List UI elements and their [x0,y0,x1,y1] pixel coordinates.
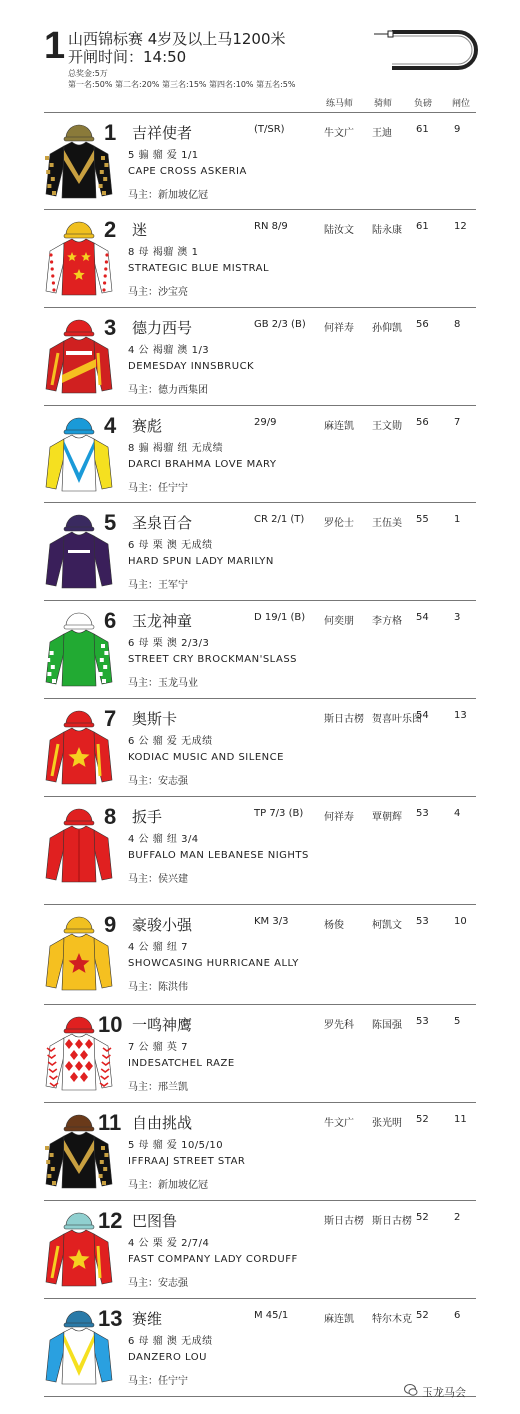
trainer-name: 麻连凯 [324,1314,354,1325]
trainer-name: 何祥寿 [324,812,354,823]
horse-owner: 马主：新加坡亿冠 [128,1180,208,1191]
trainer-name: 斯日古楞 [324,714,364,725]
trainer-name: 杨俊 [324,920,344,931]
horse-pedigree: HARD SPUN LADY MARILYN [128,556,274,567]
trainer-name: 陆汝文 [324,225,354,236]
horse-owner: 马主：任宁宁 [128,1376,188,1387]
jockey-name: 王文勋 [372,421,402,432]
carried-weight: 53 [416,808,429,819]
jockey-name: 张光明 [372,1118,402,1129]
runner-row [44,700,480,798]
barrier-gate: 7 [454,417,461,428]
runner-number: 6 [104,608,117,633]
carried-weight: 53 [416,1016,429,1027]
horse-form: GB 2/3 (B) [254,319,306,330]
horse-details: 4 公 栗 爱 2/7/4 [128,1238,210,1249]
horse-name: 赛彪 [132,417,163,435]
horse-owner: 马主：沙宝亮 [128,287,188,298]
runner-number: 8 [104,804,117,829]
jockey-name: 王伍美 [372,518,402,529]
horse-details: 7 公 骝 英 7 [128,1042,188,1053]
horse-owner: 马主：邢兰凯 [128,1082,188,1093]
horse-form: D 19/1 (B) [254,612,306,623]
carried-weight: 54 [416,710,429,721]
trainer-name: 罗先科 [324,1020,354,1031]
runner-number: 4 [104,413,117,438]
horse-name: 豪骏小强 [132,916,193,934]
runner-row [44,798,480,896]
horse-pedigree: SHOWCASING HURRICANE ALLY [128,958,299,969]
barrier-gate: 11 [454,1114,467,1125]
horse-owner: 马主：王军宁 [128,580,188,591]
horse-pedigree: DEMESDAY INNSBRUCK [128,361,255,372]
runner-number: 3 [104,315,117,340]
horse-name: 自由挑战 [132,1114,193,1132]
horse-name: 吉祥使者 [132,124,193,142]
horse-form: (T/SR) [254,124,285,135]
runner-row [44,1006,480,1104]
horse-pedigree: DARCI BRAHMA LOVE MARY [128,459,277,470]
watermark: 玉龙马会 [422,1386,466,1399]
trainer-name: 何奕朋 [324,616,354,627]
horse-owner: 马主：安志强 [128,776,188,787]
row-divider [44,904,476,905]
row-divider [44,405,476,406]
barrier-gate: 5 [454,1016,461,1027]
carried-weight: 54 [416,612,429,623]
horse-pedigree: STRATEGIC BLUE MISTRAL [128,263,270,274]
prize-split: 第一名:50% 第二名:20% 第三名:15% 第四名:10% 第五名:5% [68,80,296,89]
horse-owner: 马主：侯兴建 [128,874,188,885]
runner-row [44,407,480,505]
horse-form: KM 3/3 [254,916,289,927]
horse-form: RN 8/9 [254,221,288,232]
chat-icon [404,1383,418,1397]
horse-details: 6 母 骝 澳 无成绩 [128,1336,213,1347]
col-trainer: 练马师 [326,99,354,109]
runner-number: 1 [104,120,117,145]
horse-details: 4 公 骝 纽 7 [128,942,188,953]
runner-row [44,114,480,212]
runner-number: 11 [98,1110,122,1135]
jockey-name: 陆永康 [372,225,402,236]
horse-name: 玉龙神童 [132,612,193,630]
barrier-gate: 12 [454,221,467,232]
carried-weight: 56 [416,417,429,428]
carried-weight: 52 [416,1310,429,1321]
barrier-gate: 13 [454,710,467,721]
race-purse: 总奖金:5万 [68,69,108,78]
carried-weight: 52 [416,1212,429,1223]
runner-number: 12 [98,1208,123,1233]
runner-row [44,309,480,407]
horse-owner: 马主：新加坡亿冠 [128,190,208,201]
horse-details: 4 公 骝 纽 3/4 [128,834,199,845]
barrier-gate: 10 [454,916,467,927]
runner-row [44,906,480,1004]
horse-details: 5 骟 骝 爱 1/1 [128,150,199,161]
row-divider [44,698,476,699]
horse-pedigree: BUFFALO MAN LEBANESE NIGHTS [128,850,309,861]
jockey-name: 覃朝辉 [372,812,402,823]
race-header [0,0,520,118]
race-time: 开闸时间：14:50 [68,48,187,66]
jockey-name: 孙仰凯 [372,323,402,334]
row-divider [44,112,476,113]
row-divider [44,1200,476,1201]
horse-name: 巴图鲁 [132,1212,178,1230]
runner-number: 9 [104,912,117,937]
barrier-gate: 4 [454,808,461,819]
carried-weight: 53 [416,916,429,927]
runner-row [44,504,480,602]
horse-form: TP 7/3 (B) [254,808,304,819]
runner-number: 10 [98,1012,123,1037]
horse-name: 赛维 [132,1310,163,1328]
runner-row [44,602,480,700]
row-divider [44,1004,476,1005]
horse-details: 8 骟 褐骝 纽 无成绩 [128,443,224,454]
barrier-gate: 8 [454,319,461,330]
horse-details: 6 母 栗 澳 2/3/3 [128,638,210,649]
horse-pedigree: INDESATCHEL RAZE [128,1058,235,1069]
col-weight: 负磅 [414,99,433,109]
jockey-name: 王迪 [372,128,392,139]
horse-pedigree: KODIAC MUSIC AND SILENCE [128,752,284,763]
horse-pedigree: FAST COMPANY LADY CORDUFF [128,1254,298,1265]
horse-details: 4 公 褐骝 澳 1/3 [128,345,210,356]
runner-row [44,1202,480,1300]
barrier-gate: 3 [454,612,461,623]
horse-pedigree: IFFRAAJ STREET STAR [128,1156,246,1167]
track-diagram-icon [372,26,482,76]
runner-number: 5 [104,510,117,535]
horse-pedigree: DANZERO LOU [128,1352,207,1363]
horse-pedigree: CAPE CROSS ASKERIA [128,166,247,177]
row-divider [44,796,476,797]
row-divider [44,1298,476,1299]
trainer-name: 斯日古楞 [324,1216,364,1227]
horse-pedigree: STREET CRY BROCKMAN'SLASS [128,654,298,665]
barrier-gate: 2 [454,1212,461,1223]
race-number: 1 [44,25,66,67]
horse-name: 迷 [132,221,148,239]
horse-details: 6 公 骝 爱 无成绩 [128,736,213,747]
runner-number: 13 [98,1306,123,1331]
row-divider [44,1102,476,1103]
barrier-gate: 9 [454,124,461,135]
carried-weight: 61 [416,221,429,232]
runner-row [44,1104,480,1202]
horse-name: 奥斯卡 [132,710,178,728]
horse-details: 6 母 栗 澳 无成绩 [128,540,213,551]
trainer-name: 罗伦士 [324,518,354,529]
jockey-name: 贺喜叶乐图 [372,714,422,725]
row-divider [44,209,476,210]
horse-owner: 马主：陈洪伟 [128,982,188,993]
jockey-name: 李方格 [372,616,402,627]
trainer-name: 何祥寿 [324,323,354,334]
runner-number: 7 [104,706,117,731]
horse-owner: 马主：德力西集团 [128,385,208,396]
horse-owner: 马主：安志强 [128,1278,188,1289]
trainer-name: 麻连凯 [324,421,354,432]
runner-number: 2 [104,217,117,242]
horse-name: 扳手 [132,808,163,826]
col-jockey: 骑师 [374,99,393,109]
carried-weight: 55 [416,514,429,525]
horse-owner: 马主：玉龙马业 [128,678,198,689]
row-divider [44,600,476,601]
carried-weight: 52 [416,1114,429,1125]
horse-owner: 马主：任宁宁 [128,483,188,494]
row-divider [44,502,476,503]
horse-details: 5 母 骝 爱 10/5/10 [128,1140,224,1151]
carried-weight: 61 [416,124,429,135]
trainer-name: 牛文广 [324,1118,354,1129]
jockey-name: 特尔木克 [372,1314,412,1325]
col-gate: 闸位 [452,99,471,109]
horse-name: 德力西号 [132,319,193,337]
race-title: 山西锦标赛 4岁及以上马1200米 [68,30,286,48]
horse-details: 8 母 褐骝 澳 1 [128,247,199,258]
horse-form: CR 2/1 (T) [254,514,305,525]
row-divider [44,307,476,308]
carried-weight: 56 [416,319,429,330]
barrier-gate: 1 [454,514,461,525]
jockey-name: 斯日古楞 [372,1216,412,1227]
runner-row [44,211,480,309]
trainer-name: 牛文广 [324,128,354,139]
horse-form: 29/9 [254,417,277,428]
jockey-name: 陈国强 [372,1020,402,1031]
horse-name: 一鸣神鹰 [132,1016,193,1034]
barrier-gate: 6 [454,1310,461,1321]
horse-name: 圣泉百合 [132,514,193,532]
jockey-name: 柯凯文 [372,920,402,931]
horse-form: M 45/1 [254,1310,289,1321]
